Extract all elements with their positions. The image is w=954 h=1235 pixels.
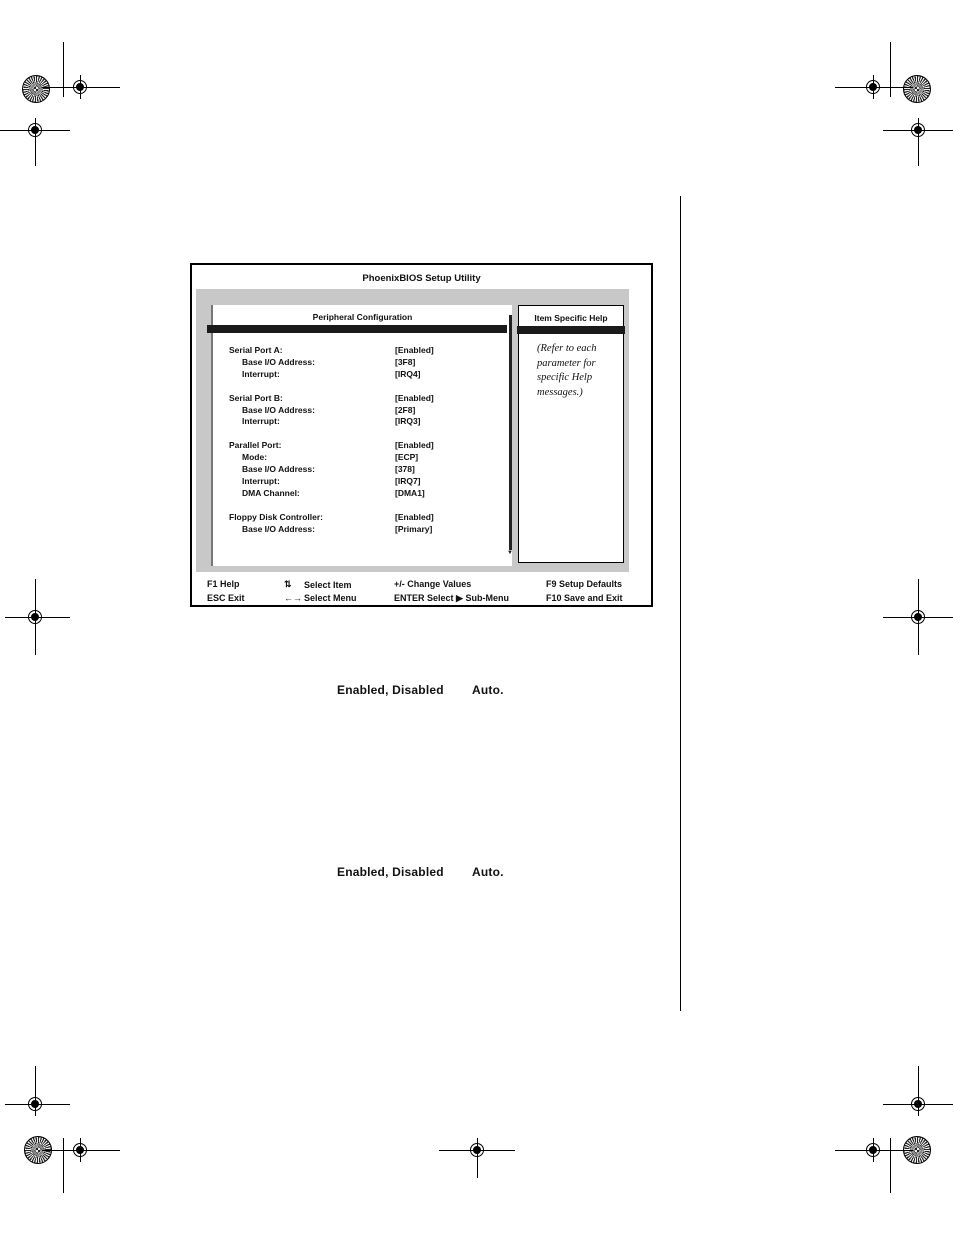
option-choices-2: Enabled, Disabled [337, 865, 444, 879]
up-down-arrows-icon: ⇅ [284, 579, 292, 589]
setting-value[interactable]: [Enabled] [395, 511, 434, 522]
enter-select-label: ENTER Select [394, 593, 454, 603]
select-menu-key[interactable]: Select Menu [304, 593, 357, 603]
setting-value[interactable]: [Enabled] [395, 440, 434, 451]
menu-panel [211, 305, 512, 566]
setting-value[interactable]: [DMA1] [395, 487, 425, 498]
page-margin-rule [680, 196, 681, 1011]
setting-label: Interrupt: [242, 368, 280, 379]
option-default-1: Auto. [472, 683, 504, 697]
help-text: (Refer to each parameter for specific Help messages.) [537, 343, 597, 398]
setting-label: Serial Port A: [229, 345, 283, 355]
setting-label: Base I/O Address: [242, 356, 315, 367]
setting-value[interactable]: [378] [395, 464, 415, 474]
registration-starburst-top-left [22, 75, 50, 103]
setting-label: Base I/O Address: [242, 464, 315, 474]
setting-label: Interrupt: [242, 416, 280, 427]
help-header-bar [517, 326, 625, 334]
help-title: Item Specific Help [534, 313, 608, 323]
submenu-label: Sub-Menu [465, 593, 509, 603]
setting-value[interactable]: [Enabled] [395, 392, 434, 403]
setting-value[interactable]: [ECP] [395, 452, 419, 463]
right-triangle-icon: ▶ [456, 593, 463, 603]
menu-header-bar [207, 325, 507, 333]
registration-starburst-top-right [903, 75, 931, 103]
setting-value[interactable]: [IRQ7] [395, 475, 421, 486]
bios-screen [190, 263, 653, 607]
setting-label: Interrupt: [242, 475, 280, 486]
setting-value[interactable]: [IRQ3] [395, 416, 421, 427]
f10-save-key[interactable]: F10 Save and Exit [546, 593, 623, 603]
scroll-down-arrow-icon[interactable]: ▼ [507, 550, 513, 556]
setting-label: Base I/O Address: [242, 523, 315, 534]
scrollbar[interactable] [509, 315, 512, 550]
setting-value[interactable]: [IRQ4] [395, 368, 421, 379]
change-values-key[interactable]: +/- Change Values [394, 579, 472, 589]
option-default-2: Auto. [472, 865, 504, 879]
setting-value[interactable]: [Enabled] [395, 345, 434, 355]
enter-select-key[interactable] [394, 593, 509, 604]
setting-label: Parallel Port: [229, 440, 282, 451]
select-item-key[interactable]: Select Item [304, 580, 352, 590]
setting-label: DMA Channel: [242, 487, 300, 498]
esc-exit-key[interactable]: ESC Exit [207, 593, 245, 603]
setting-label: Floppy Disk Controller: [229, 511, 323, 522]
setting-value[interactable]: [Primary] [395, 523, 433, 534]
setting-label: Serial Port B: [229, 392, 283, 403]
left-right-arrows-icon: ←→ [284, 593, 302, 603]
bios-title: PhoenixBIOS Setup Utility [362, 273, 481, 284]
menu-title: Peripheral Configuration [312, 312, 413, 322]
setting-value[interactable]: [3F8] [395, 356, 416, 367]
setting-value[interactable]: [2F8] [395, 404, 416, 415]
setting-label: Mode: [242, 452, 268, 463]
help-panel [518, 305, 624, 563]
f1-help-key[interactable]: F1 Help [207, 579, 240, 589]
f9-defaults-key[interactable]: F9 Setup Defaults [546, 579, 623, 589]
setting-label: Base I/O Address: [242, 404, 315, 415]
option-choices-1: Enabled, Disabled [337, 683, 444, 697]
